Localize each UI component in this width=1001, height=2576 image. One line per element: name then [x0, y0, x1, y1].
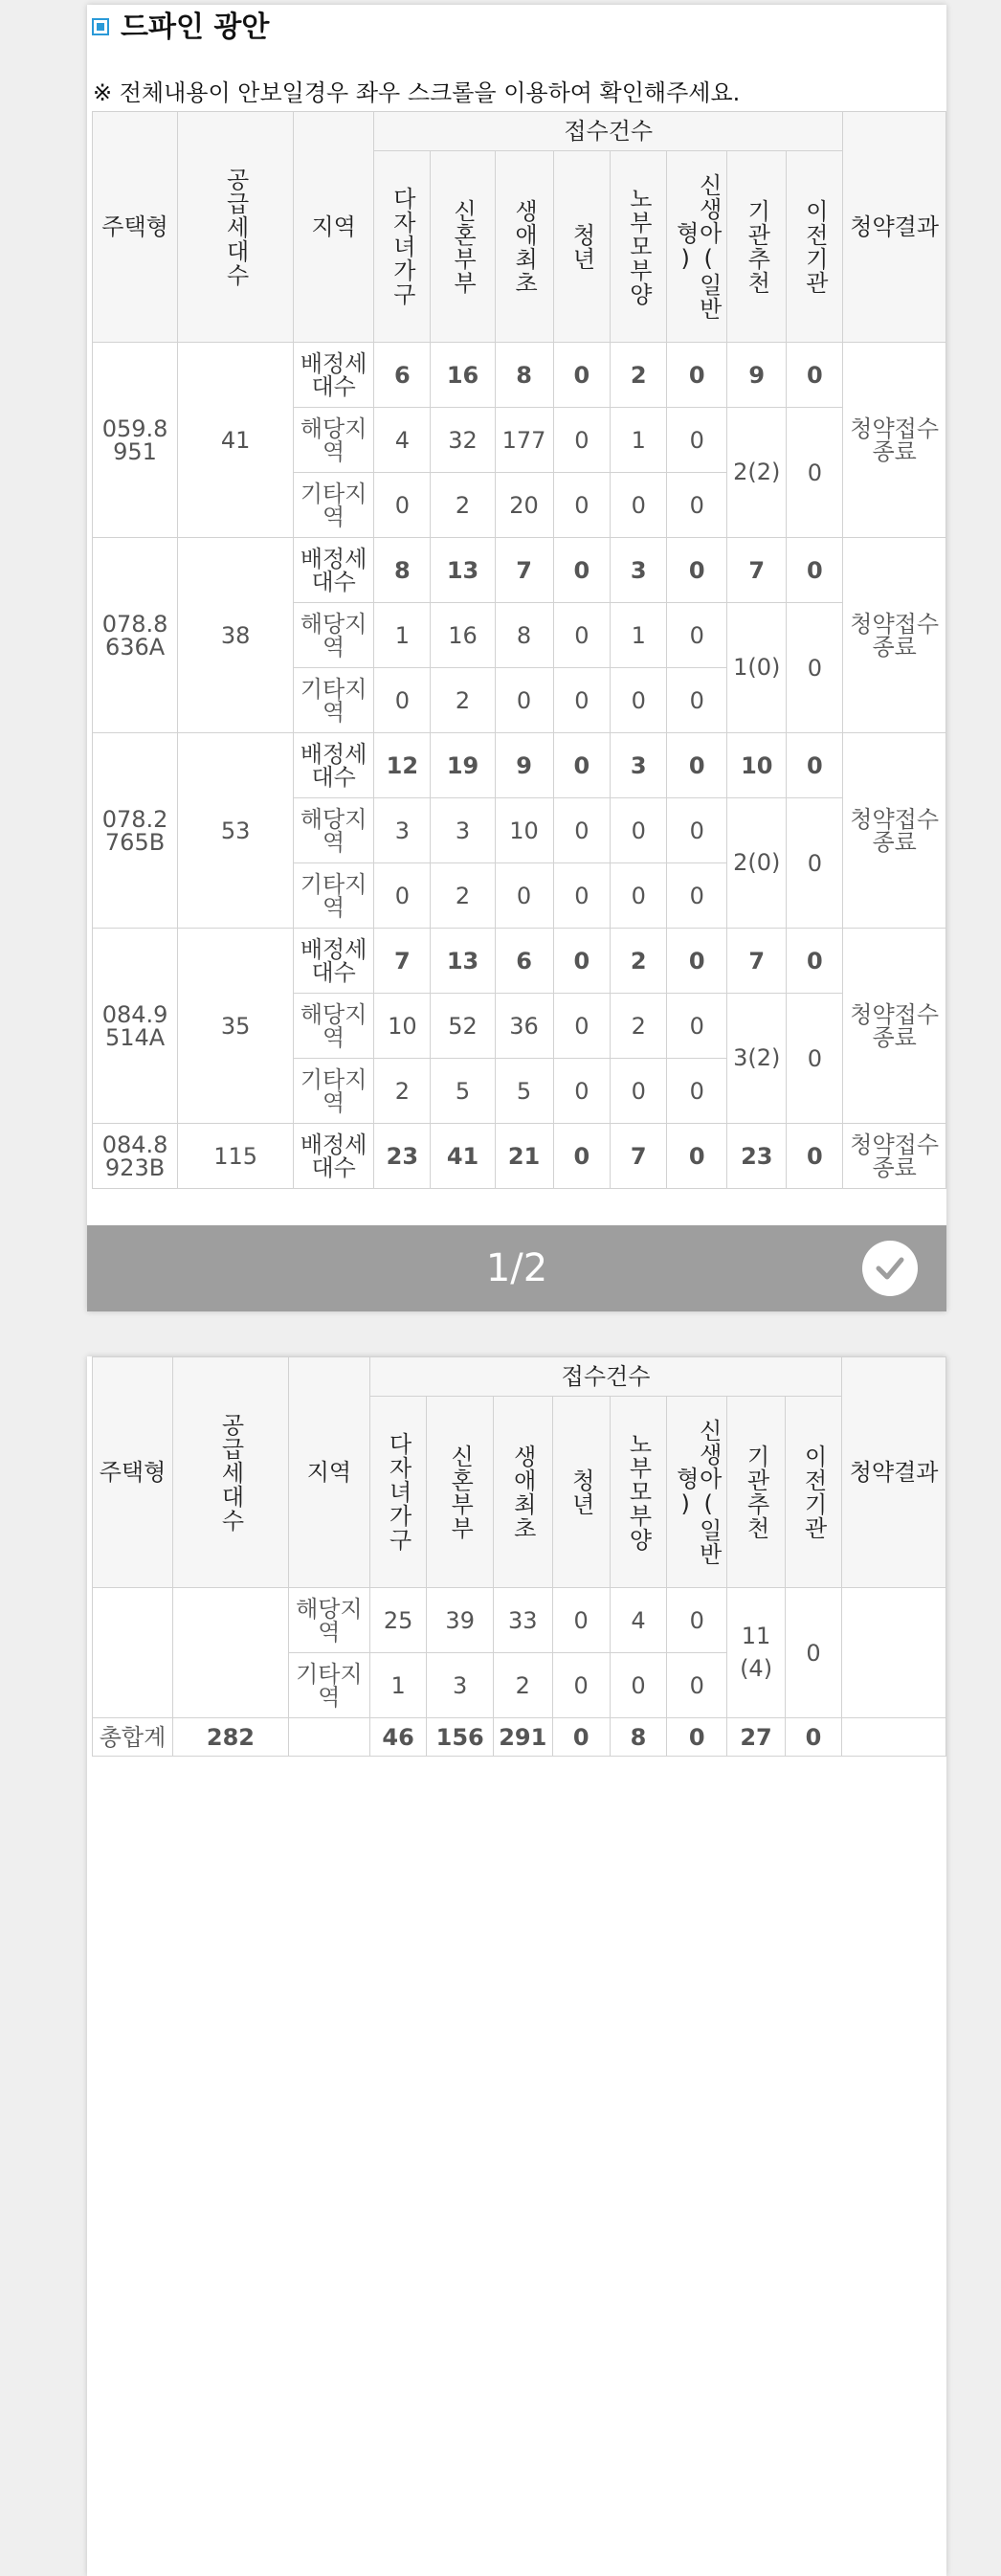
result-cell — [842, 1588, 946, 1718]
header-agency: 기관추천 — [727, 1397, 786, 1588]
header-first-life: 생애최초 — [495, 151, 553, 343]
alloc-value-cell: 8 — [374, 538, 431, 603]
supply-count-cell: 41 — [178, 343, 294, 538]
alloc-value-cell: 0 — [787, 538, 843, 603]
header-supply: 공급세대수 — [172, 1357, 288, 1588]
alloc-label: 배정세대수 — [294, 929, 374, 994]
alloc-value-cell: 0 — [553, 1124, 611, 1189]
total-value-cell: 8 — [610, 1718, 666, 1757]
other-value-cell: 2 — [431, 473, 495, 538]
alloc-value-cell: 19 — [431, 733, 495, 798]
scroll-note: ※ 전체내용이 안보일경우 좌우 스크롤을 이용하여 확인해주세요. — [93, 79, 741, 106]
alloc-value-cell: 2 — [611, 929, 667, 994]
other-value-cell: 0 — [495, 863, 553, 929]
local-value-cell: 33 — [493, 1588, 552, 1653]
local-label: 해당지역 — [294, 994, 374, 1059]
local-value-cell: 4 — [610, 1588, 666, 1653]
confirm-button[interactable] — [862, 1241, 918, 1296]
alloc-value-cell: 0 — [553, 929, 611, 994]
alloc-value-cell: 0 — [553, 538, 611, 603]
alloc-value-cell: 7 — [727, 929, 787, 994]
page-title-text: 드파인 광안 — [121, 11, 270, 44]
other-value-cell: 2 — [493, 1653, 552, 1718]
alloc-label: 배정세대수 — [294, 343, 374, 408]
alloc-value-cell: 0 — [787, 733, 843, 798]
header-supply: 공급세대수 — [178, 112, 294, 343]
agency-cell: 1(0) — [727, 603, 787, 733]
header-newborn: 신생아(일반형) — [667, 151, 727, 343]
table-row — [93, 929, 946, 994]
other-value-cell: 20 — [495, 473, 553, 538]
alloc-label: 배정세대수 — [294, 733, 374, 798]
alloc-value-cell: 0 — [667, 343, 727, 408]
header-region: 지역 — [294, 112, 374, 343]
other-value-cell: 0 — [667, 1653, 727, 1718]
header-result: 청약결과 — [843, 112, 946, 343]
alloc-value-cell: 2 — [611, 343, 667, 408]
alloc-value-cell: 0 — [787, 1124, 843, 1189]
local-value-cell: 16 — [431, 603, 495, 668]
alloc-value-cell: 0 — [667, 1124, 727, 1189]
total-supply-cell: 282 — [172, 1718, 288, 1757]
house-type-cell: 078.8 636A — [93, 538, 178, 733]
relocation-cell: 0 — [787, 994, 843, 1124]
header-newlywed: 신혼부부 — [427, 1397, 494, 1588]
local-value-cell: 2 — [611, 994, 667, 1059]
total-value-cell: 0 — [785, 1718, 841, 1757]
header-youth: 청년 — [553, 151, 611, 343]
local-value-cell: 1 — [611, 408, 667, 473]
local-value-cell: 10 — [374, 994, 431, 1059]
table-row — [93, 343, 946, 408]
total-value-cell: 0 — [552, 1718, 610, 1757]
alloc-value-cell: 23 — [727, 1124, 787, 1189]
other-value-cell: 0 — [552, 1653, 610, 1718]
local-value-cell: 0 — [553, 408, 611, 473]
main-card — [87, 5, 946, 1311]
pager-bar — [87, 1225, 946, 1311]
local-value-cell: 10 — [495, 798, 553, 863]
alloc-value-cell: 23 — [374, 1124, 431, 1189]
total-value-cell: 27 — [727, 1718, 786, 1757]
alloc-value-cell: 0 — [787, 343, 843, 408]
header-multi-child: 다자녀가구 — [374, 151, 431, 343]
local-value-cell: 4 — [374, 408, 431, 473]
other-value-cell: 5 — [431, 1059, 495, 1124]
subscription-table-continued — [92, 1356, 946, 1757]
check-icon — [870, 1248, 910, 1288]
alloc-value-cell: 10 — [727, 733, 787, 798]
total-value-cell: 46 — [369, 1718, 427, 1757]
house-type-cell: 078.2 765B — [93, 733, 178, 929]
other-value-cell: 0 — [611, 863, 667, 929]
local-value-cell: 0 — [611, 798, 667, 863]
local-value-cell: 39 — [427, 1588, 494, 1653]
local-value-cell: 0 — [667, 1588, 727, 1653]
other-value-cell: 0 — [495, 668, 553, 733]
header-relocation: 이전기관 — [785, 1397, 841, 1588]
other-value-cell: 0 — [374, 668, 431, 733]
alloc-value-cell: 7 — [374, 929, 431, 994]
other-value-cell: 2 — [431, 863, 495, 929]
local-value-cell: 0 — [552, 1588, 610, 1653]
supply-count-cell: 35 — [178, 929, 294, 1124]
alloc-value-cell: 0 — [787, 929, 843, 994]
alloc-value-cell: 13 — [431, 929, 495, 994]
local-value-cell: 0 — [667, 798, 727, 863]
result-cell: 청약접수 종료 — [843, 538, 946, 733]
local-value-cell: 1 — [611, 603, 667, 668]
other-value-cell: 0 — [553, 473, 611, 538]
other-label: 기타지역 — [294, 1059, 374, 1124]
other-value-cell: 0 — [374, 863, 431, 929]
relocation-cell: 0 — [787, 408, 843, 538]
alloc-value-cell: 12 — [374, 733, 431, 798]
header-youth: 청년 — [552, 1397, 610, 1588]
other-value-cell: 2 — [374, 1059, 431, 1124]
local-value-cell: 1 — [374, 603, 431, 668]
local-value-cell: 0 — [553, 603, 611, 668]
local-value-cell: 0 — [667, 408, 727, 473]
alloc-value-cell: 0 — [553, 343, 611, 408]
alloc-value-cell: 41 — [431, 1124, 495, 1189]
supply-count-cell: 38 — [178, 538, 294, 733]
table-scroll-area-2[interactable] — [87, 1356, 946, 1835]
second-card — [87, 1356, 946, 2576]
relocation-cell: 0 — [785, 1588, 841, 1718]
other-value-cell: 0 — [611, 668, 667, 733]
local-value-cell: 0 — [667, 603, 727, 668]
other-value-cell: 2 — [431, 668, 495, 733]
header-elderly: 노부모부양 — [610, 1397, 666, 1588]
local-value-cell: 8 — [495, 603, 553, 668]
local-value-cell: 32 — [431, 408, 495, 473]
other-value-cell: 0 — [667, 863, 727, 929]
alloc-value-cell: 9 — [727, 343, 787, 408]
total-value-cell: 156 — [427, 1718, 494, 1757]
header-relocation: 이전기관 — [787, 151, 843, 343]
other-value-cell: 0 — [611, 1059, 667, 1124]
subscription-table — [92, 111, 946, 1189]
local-value-cell: 25 — [369, 1588, 427, 1653]
other-label: 기타지역 — [294, 863, 374, 929]
alloc-label: 배정세대수 — [294, 538, 374, 603]
house-type-cell: 084.9 514A — [93, 929, 178, 1124]
header-elderly: 노부모부양 — [611, 151, 667, 343]
header-house-type: 주택형 — [93, 1357, 173, 1588]
supply-count-cell: 53 — [178, 733, 294, 929]
house-type-cell: 084.8 923B — [93, 1124, 178, 1189]
header-agency: 기관추천 — [727, 151, 787, 343]
total-result-cell — [842, 1718, 946, 1757]
table-row — [93, 1124, 946, 1189]
agency-cell: 2(2) — [727, 408, 787, 538]
other-value-cell: 0 — [610, 1653, 666, 1718]
other-value-cell: 0 — [553, 863, 611, 929]
other-value-cell: 0 — [553, 668, 611, 733]
local-value-cell: 36 — [495, 994, 553, 1059]
total-label: 총합계 — [93, 1718, 173, 1757]
alloc-value-cell: 0 — [667, 929, 727, 994]
alloc-value-cell: 21 — [495, 1124, 553, 1189]
result-cell: 청약접수 종료 — [843, 343, 946, 538]
alloc-value-cell: 0 — [667, 733, 727, 798]
house-type-cell — [93, 1588, 173, 1718]
table-row — [93, 733, 946, 798]
header-region: 지역 — [288, 1357, 369, 1588]
other-value-cell: 1 — [369, 1653, 427, 1718]
other-value-cell: 5 — [495, 1059, 553, 1124]
alloc-value-cell: 9 — [495, 733, 553, 798]
other-value-cell: 0 — [553, 1059, 611, 1124]
other-label: 기타지역 — [294, 668, 374, 733]
local-value-cell: 0 — [553, 994, 611, 1059]
other-label: 기타지역 — [288, 1653, 369, 1718]
header-first-life: 생애최초 — [493, 1397, 552, 1588]
header-result: 청약결과 — [842, 1357, 946, 1588]
agency-cell: 11 (4) — [727, 1588, 786, 1718]
other-label: 기타지역 — [294, 473, 374, 538]
local-label: 해당지역 — [294, 603, 374, 668]
alloc-value-cell: 8 — [495, 343, 553, 408]
header-received-count: 접수건수 — [374, 112, 843, 151]
alloc-value-cell: 6 — [374, 343, 431, 408]
total-region-cell — [288, 1718, 369, 1757]
result-cell: 청약접수 종료 — [843, 1124, 946, 1189]
total-value-cell: 291 — [493, 1718, 552, 1757]
total-value-cell: 0 — [667, 1718, 727, 1757]
other-value-cell: 0 — [667, 473, 727, 538]
header-newborn: 신생아(일반형) — [667, 1397, 727, 1588]
header-received-count: 접수건수 — [369, 1357, 841, 1397]
other-value-cell: 0 — [374, 473, 431, 538]
alloc-value-cell: 0 — [667, 538, 727, 603]
other-value-cell: 0 — [611, 473, 667, 538]
alloc-value-cell: 13 — [431, 538, 495, 603]
local-value-cell: 52 — [431, 994, 495, 1059]
alloc-label: 배정세대수 — [294, 1124, 374, 1189]
local-label: 해당지역 — [294, 408, 374, 473]
other-value-cell: 0 — [667, 1059, 727, 1124]
local-label: 해당지역 — [294, 798, 374, 863]
local-value-cell: 177 — [495, 408, 553, 473]
relocation-cell: 0 — [787, 603, 843, 733]
page-indicator: 1/2 — [485, 1246, 548, 1290]
other-value-cell: 3 — [427, 1653, 494, 1718]
local-value-cell: 0 — [667, 994, 727, 1059]
agency-cell: 3(2) — [727, 994, 787, 1124]
supply-count-cell: 115 — [178, 1124, 294, 1189]
header-house-type: 주택형 — [93, 112, 178, 343]
table-row — [93, 1588, 946, 1653]
supply-count-cell — [172, 1588, 288, 1718]
alloc-value-cell: 3 — [611, 733, 667, 798]
result-cell: 청약접수 종료 — [843, 733, 946, 929]
table-row — [93, 538, 946, 603]
header-multi-child: 다자녀가구 — [369, 1397, 427, 1588]
local-value-cell: 3 — [431, 798, 495, 863]
alloc-value-cell: 6 — [495, 929, 553, 994]
header-newlywed: 신혼부부 — [431, 151, 495, 343]
table-scroll-area[interactable] — [87, 5, 946, 1201]
local-value-cell: 0 — [553, 798, 611, 863]
local-value-cell: 3 — [374, 798, 431, 863]
alloc-value-cell: 3 — [611, 538, 667, 603]
alloc-value-cell: 7 — [495, 538, 553, 603]
relocation-cell: 0 — [787, 798, 843, 929]
agency-cell: 2(0) — [727, 798, 787, 929]
alloc-value-cell: 7 — [727, 538, 787, 603]
alloc-value-cell: 16 — [431, 343, 495, 408]
total-row — [93, 1718, 946, 1757]
other-value-cell: 0 — [667, 668, 727, 733]
alloc-value-cell: 7 — [611, 1124, 667, 1189]
house-type-cell: 059.8 951 — [93, 343, 178, 538]
local-label: 해당지역 — [288, 1588, 369, 1653]
result-cell: 청약접수 종료 — [843, 929, 946, 1124]
alloc-value-cell: 0 — [553, 733, 611, 798]
